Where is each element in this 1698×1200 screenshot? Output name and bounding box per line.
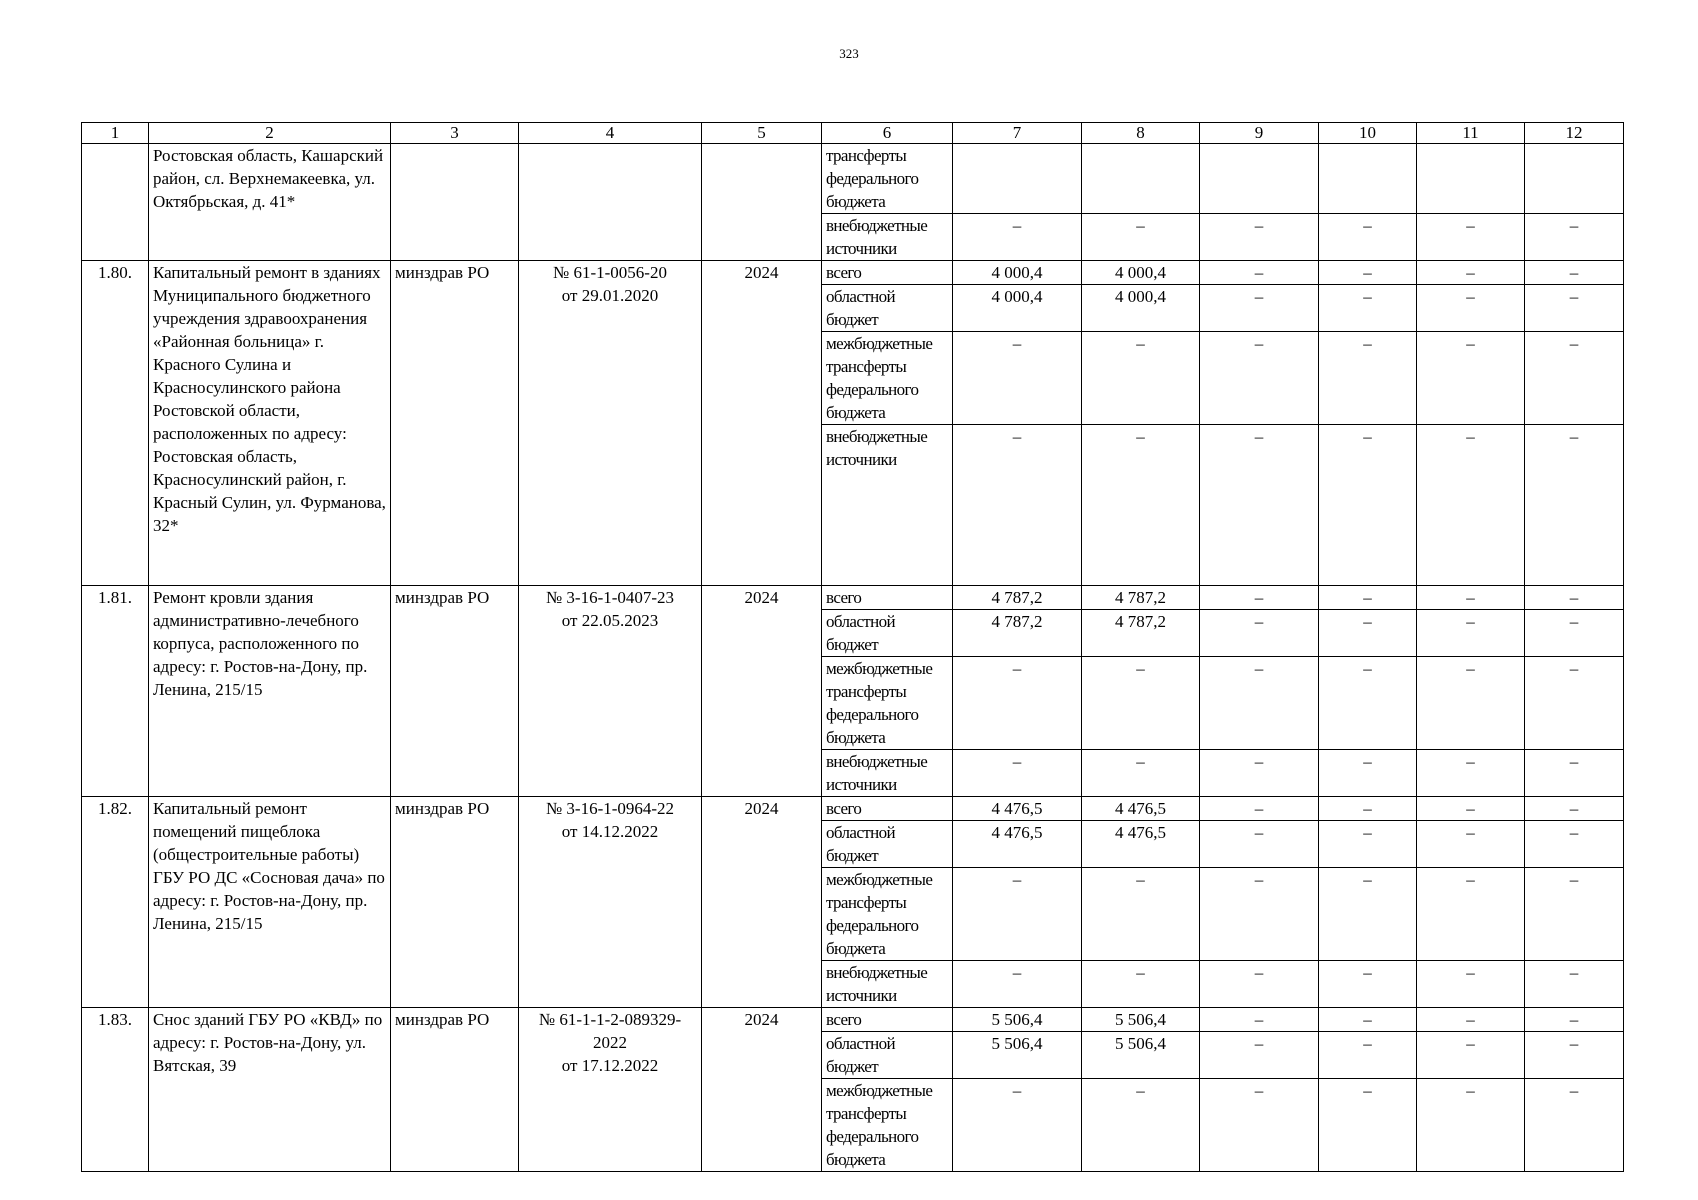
document-date: от 29.01.2020 — [561, 286, 659, 305]
object-name: Ростовская область, Кашарский район, сл. Верхнемакеевка, ул. Октябрьская, д. 41* — [149, 144, 391, 261]
value-cell: 4 476,5 — [953, 797, 1082, 821]
executor — [391, 144, 519, 261]
funding-source: всего — [822, 797, 953, 821]
value-cell — [1200, 144, 1319, 214]
document-date: от 14.12.2022 — [561, 822, 659, 841]
dash-cell: – — [1319, 657, 1417, 750]
dash-cell: – — [1319, 610, 1417, 657]
column-header: 9 — [1200, 123, 1319, 144]
dash-cell: – — [1319, 586, 1417, 610]
dash-cell: – — [1200, 610, 1319, 657]
funding-source: межбюджетные трансферты федерального бюджета — [822, 1079, 953, 1172]
value-cell: 4 000,4 — [1082, 285, 1200, 332]
dash-cell: – — [1417, 797, 1525, 821]
dash-cell: – — [1525, 821, 1624, 868]
page-number: 323 — [839, 46, 859, 61]
funding-source: всего — [822, 586, 953, 610]
dash-cell: – — [1319, 797, 1417, 821]
dash-cell: – — [1417, 610, 1525, 657]
dash-cell: – — [1525, 657, 1624, 750]
value-cell — [1525, 144, 1624, 214]
dash-cell: – — [1200, 586, 1319, 610]
dash-cell: – — [1417, 586, 1525, 610]
dash-cell: – — [1319, 261, 1417, 285]
column-header: 5 — [702, 123, 822, 144]
funding-source: межбюджетные трансферты федерального бюджета — [822, 657, 953, 750]
dash-cell: – — [1082, 961, 1200, 1008]
dash-cell: – — [1525, 868, 1624, 961]
year: 2024 — [702, 586, 822, 797]
dash-cell: – — [1200, 868, 1319, 961]
value-cell — [1082, 144, 1200, 214]
value-cell: 4 000,4 — [953, 285, 1082, 332]
dash-cell: – — [1417, 1079, 1525, 1172]
column-number-row — [82, 123, 1624, 144]
dash-cell: – — [1200, 261, 1319, 285]
dash-cell: – — [1417, 868, 1525, 961]
funding-source: межбюджетные трансферты федерального бюджета — [822, 332, 953, 425]
year: 2024 — [702, 797, 822, 1008]
row-number — [82, 144, 149, 261]
dash-cell: – — [1200, 1008, 1319, 1032]
value-cell: 4 476,5 — [1082, 821, 1200, 868]
dash-cell: – — [953, 868, 1082, 961]
funding-source: внебюджетные источники — [822, 214, 953, 261]
value-cell: 5 506,4 — [1082, 1032, 1200, 1079]
dash-cell: – — [1417, 961, 1525, 1008]
dash-cell: – — [1417, 1008, 1525, 1032]
dash-cell: – — [1082, 657, 1200, 750]
column-header: 1 — [82, 123, 149, 144]
value-cell: 4 787,2 — [953, 586, 1082, 610]
column-header: 2 — [149, 123, 391, 144]
dash-cell: – — [1319, 332, 1417, 425]
funding-source: внебюджетные источники — [822, 750, 953, 797]
funding-source: областной бюджет — [822, 821, 953, 868]
dash-cell: – — [1200, 1079, 1319, 1172]
dash-cell: – — [1200, 750, 1319, 797]
document-number: № 61-1-1-2-089329-2022 — [538, 1010, 682, 1052]
dash-cell: – — [1082, 1079, 1200, 1172]
funding-source: областной бюджет — [822, 1032, 953, 1079]
dash-cell: – — [1200, 285, 1319, 332]
row-number: 1.82. — [82, 797, 149, 1008]
row-number: 1.81. — [82, 586, 149, 797]
column-header: 7 — [953, 123, 1082, 144]
document-number: № 61-1-0056-20 — [553, 263, 667, 282]
dash-cell: – — [1525, 797, 1624, 821]
dash-cell: – — [1417, 425, 1525, 586]
dash-cell: – — [1525, 1079, 1624, 1172]
document-ref — [519, 797, 702, 1008]
executor: минздрав РО — [391, 1008, 519, 1172]
executor: минздрав РО — [391, 797, 519, 1008]
dash-cell: – — [1525, 261, 1624, 285]
document-ref — [519, 1008, 702, 1172]
dash-cell: – — [1525, 961, 1624, 1008]
column-header: 3 — [391, 123, 519, 144]
dash-cell: – — [1319, 821, 1417, 868]
column-header: 11 — [1417, 123, 1525, 144]
column-header: 4 — [519, 123, 702, 144]
dash-cell: – — [1525, 1032, 1624, 1079]
funding-source: трансферты федерального бюджета — [822, 144, 953, 214]
value-cell: 5 506,4 — [953, 1008, 1082, 1032]
table-row — [82, 1008, 1624, 1032]
dash-cell: – — [1525, 332, 1624, 425]
dash-cell: – — [1319, 285, 1417, 332]
table-row — [82, 797, 1624, 821]
dash-cell: – — [1082, 868, 1200, 961]
table-row — [82, 586, 1624, 610]
dash-cell: – — [1319, 1008, 1417, 1032]
document-number: № 3-16-1-0407-23 — [545, 588, 675, 607]
column-header: 12 — [1525, 123, 1624, 144]
value-cell: 4 000,4 — [953, 261, 1082, 285]
dash-cell: – — [1319, 1079, 1417, 1172]
dash-cell: – — [1525, 750, 1624, 797]
dash-cell: – — [1319, 425, 1417, 586]
document-date: от 17.12.2022 — [561, 1056, 659, 1075]
dash-cell: – — [1200, 332, 1319, 425]
funding-source: областной бюджет — [822, 285, 953, 332]
dash-cell: – — [1082, 214, 1200, 261]
dash-cell: – — [1200, 1032, 1319, 1079]
object-name: Капитальный ремонт в зданиях Муниципального бюджетного учреждения здравоохранения «Районная больница» г. Красного Сулина и Красносулинского района Ростовской области, расположенных по адресу: Ростовская область, Красносулинский район, г. Красный Сулин, ул. Фурманова, 32* — [149, 261, 391, 586]
dash-cell: – — [1200, 425, 1319, 586]
dash-cell: – — [1525, 1008, 1624, 1032]
object-name: Снос зданий ГБУ РО «КВД» по адресу: г. Ростов-на-Дону, ул. Вятская, 39 — [149, 1008, 391, 1172]
funding-source: межбюджетные трансферты федерального бюджета — [822, 868, 953, 961]
value-cell — [1417, 144, 1525, 214]
dash-cell: – — [1417, 285, 1525, 332]
dash-cell: – — [1319, 750, 1417, 797]
dash-cell: – — [1200, 657, 1319, 750]
dash-cell: – — [1417, 332, 1525, 425]
dash-cell: – — [1319, 214, 1417, 261]
dash-cell: – — [1525, 214, 1624, 261]
dash-cell: – — [953, 657, 1082, 750]
value-cell: 5 506,4 — [1082, 1008, 1200, 1032]
dash-cell: – — [1319, 1032, 1417, 1079]
dash-cell: – — [1417, 657, 1525, 750]
value-cell: 4 787,2 — [1082, 586, 1200, 610]
executor: минздрав РО — [391, 586, 519, 797]
value-cell: 4 476,5 — [953, 821, 1082, 868]
dash-cell: – — [1200, 961, 1319, 1008]
value-cell: 4 787,2 — [953, 610, 1082, 657]
dash-cell: – — [1525, 586, 1624, 610]
dash-cell: – — [953, 214, 1082, 261]
value-cell: 5 506,4 — [953, 1032, 1082, 1079]
dash-cell: – — [1319, 868, 1417, 961]
year: 2024 — [702, 261, 822, 586]
dash-cell: – — [1417, 261, 1525, 285]
document-date: от 22.05.2023 — [561, 611, 659, 630]
funding-source: всего — [822, 261, 953, 285]
row-number: 1.83. — [82, 1008, 149, 1172]
document-ref — [519, 261, 702, 586]
dash-cell: – — [1417, 214, 1525, 261]
dash-cell: – — [953, 961, 1082, 1008]
value-cell: 4 787,2 — [1082, 610, 1200, 657]
object-name: Капитальный ремонт помещений пищеблока (общестроительные работы) ГБУ РО ДС «Сосновая дача» по адресу: г. Ростов-на-Дону, пр. Ленина, 215/15 — [149, 797, 391, 1008]
dash-cell: – — [1417, 821, 1525, 868]
value-cell: 4 476,5 — [1082, 797, 1200, 821]
row-number: 1.80. — [82, 261, 149, 586]
object-name: Ремонт кровли здания административно-лечебного корпуса, расположенного по адресу: г. Ростов-на-Дону, пр. Ленина, 215/15 — [149, 586, 391, 797]
dash-cell: – — [1200, 214, 1319, 261]
dash-cell: – — [1525, 285, 1624, 332]
dash-cell: – — [1200, 797, 1319, 821]
funding-source: всего — [822, 1008, 953, 1032]
dash-cell: – — [1082, 750, 1200, 797]
dash-cell: – — [953, 750, 1082, 797]
value-cell — [953, 144, 1082, 214]
funding-source: внебюджетные источники — [822, 961, 953, 1008]
column-header: 10 — [1319, 123, 1417, 144]
executor: минздрав РО — [391, 261, 519, 586]
dash-cell: – — [1200, 821, 1319, 868]
year — [702, 144, 822, 261]
financing-table — [81, 122, 1624, 1172]
column-header: 6 — [822, 123, 953, 144]
document-ref — [519, 586, 702, 797]
table-row — [82, 261, 1624, 285]
dash-cell: – — [953, 1079, 1082, 1172]
value-cell: 4 000,4 — [1082, 261, 1200, 285]
value-cell — [1319, 144, 1417, 214]
funding-source: внебюджетные источники — [822, 425, 953, 586]
dash-cell: – — [1417, 1032, 1525, 1079]
document-ref — [519, 144, 702, 261]
dash-cell: – — [1082, 332, 1200, 425]
dash-cell: – — [1525, 610, 1624, 657]
year: 2024 — [702, 1008, 822, 1172]
dash-cell: – — [1082, 425, 1200, 586]
document-number: № 3-16-1-0964-22 — [545, 799, 675, 818]
funding-source: областной бюджет — [822, 610, 953, 657]
table-row — [82, 144, 1624, 214]
dash-cell: – — [1417, 750, 1525, 797]
dash-cell: – — [1525, 425, 1624, 586]
dash-cell: – — [953, 425, 1082, 586]
column-header: 8 — [1082, 123, 1200, 144]
dash-cell: – — [953, 332, 1082, 425]
dash-cell: – — [1319, 961, 1417, 1008]
